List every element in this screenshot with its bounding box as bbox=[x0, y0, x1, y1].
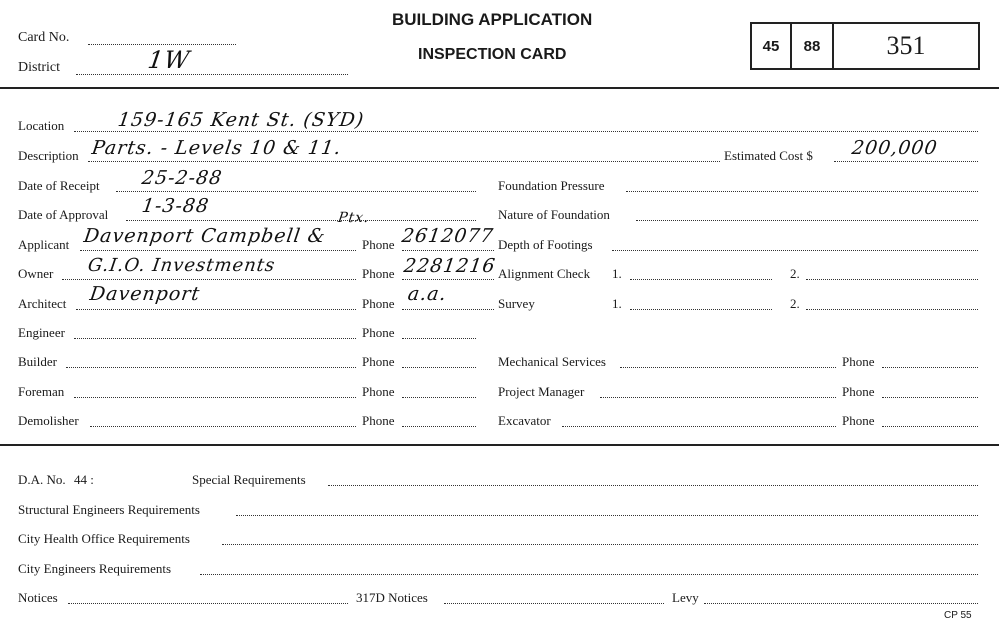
survey-num2: 2. bbox=[790, 296, 800, 311]
estimated-cost-line bbox=[834, 161, 978, 162]
levy-line bbox=[704, 603, 978, 604]
location-line bbox=[74, 131, 978, 132]
architect-phone-value: a.a. bbox=[406, 283, 449, 305]
project-manager-label: Project Manager bbox=[498, 384, 585, 399]
estimated-cost-value: 200,000 bbox=[850, 137, 940, 159]
builder-line bbox=[66, 367, 356, 368]
architect-phone-label: Phone bbox=[362, 296, 395, 311]
district-label: District bbox=[18, 60, 60, 75]
box-cell-2: 88 bbox=[792, 24, 834, 68]
demolisher-label: Demolisher bbox=[18, 413, 79, 428]
description-line bbox=[88, 161, 720, 162]
excavator-phone-label: Phone bbox=[842, 413, 875, 428]
engineer-line bbox=[74, 338, 356, 339]
date-of-approval-line bbox=[126, 220, 476, 221]
survey-line1 bbox=[630, 309, 772, 310]
alignment-check-line1 bbox=[630, 279, 772, 280]
owner-line bbox=[62, 279, 356, 280]
location-label: Location bbox=[18, 118, 65, 133]
card-no-label: Card No. bbox=[18, 30, 70, 45]
nature-of-foundation-label: Nature of Foundation bbox=[498, 207, 610, 222]
mechanical-services-phone-label: Phone bbox=[842, 354, 875, 369]
applicant-phone-label: Phone bbox=[362, 237, 395, 252]
builder-phone-line bbox=[402, 367, 476, 368]
applicant-phone-line bbox=[402, 250, 494, 251]
box-cell-1: 45 bbox=[752, 24, 792, 68]
owner-phone-value: 2281216 bbox=[402, 255, 498, 277]
owner-phone-line bbox=[402, 279, 494, 280]
foreman-line bbox=[74, 397, 356, 398]
foreman-label: Foreman bbox=[18, 384, 65, 399]
architect-phone-line bbox=[402, 309, 494, 310]
survey-line2 bbox=[806, 309, 978, 310]
box-card-number: 351 bbox=[886, 31, 926, 60]
demolisher-phone-label: Phone bbox=[362, 413, 395, 428]
notices-line bbox=[68, 603, 348, 604]
foreman-phone-line bbox=[402, 397, 476, 398]
city-health-requirements-line bbox=[222, 544, 978, 545]
notices-317d-label: 317D Notices bbox=[356, 590, 428, 605]
city-engineers-requirements-label: City Engineers Requirements bbox=[18, 561, 172, 576]
engineer-phone-line bbox=[402, 338, 476, 339]
description-value: Parts. - Levels 10 & 11. bbox=[90, 137, 343, 159]
depth-of-footings-label: Depth of Footings bbox=[498, 237, 593, 252]
alignment-check-num2: 2. bbox=[790, 266, 800, 281]
divider-middle bbox=[0, 444, 999, 446]
city-engineers-requirements-line bbox=[200, 574, 978, 575]
survey-label: Survey bbox=[498, 296, 535, 311]
project-manager-phone-line bbox=[882, 397, 978, 398]
structural-requirements-line bbox=[236, 515, 978, 516]
mechanical-services-label: Mechanical Services bbox=[498, 354, 606, 369]
project-manager-phone-label: Phone bbox=[842, 384, 875, 399]
card-no-line bbox=[88, 44, 236, 45]
structural-requirements-label: Structural Engineers Requirements bbox=[18, 502, 200, 517]
owner-label: Owner bbox=[18, 266, 54, 281]
da-no-label: D.A. No. bbox=[18, 472, 66, 487]
engineer-label: Engineer bbox=[18, 325, 65, 340]
notices-317d-line bbox=[444, 603, 664, 604]
architect-value: Davenport bbox=[88, 283, 202, 305]
title-building-application: BUILDING APPLICATION bbox=[392, 10, 593, 29]
levy-label: Levy bbox=[672, 590, 699, 605]
owner-phone-label: Phone bbox=[362, 266, 395, 281]
depth-of-footings-line bbox=[612, 250, 978, 251]
district-line bbox=[76, 74, 348, 75]
special-requirements-label: Special Requirements bbox=[192, 472, 306, 487]
excavator-label: Excavator bbox=[498, 413, 551, 428]
date-of-receipt-line bbox=[116, 191, 476, 192]
date-of-approval-value: 1-3-88 bbox=[140, 195, 211, 217]
builder-phone-label: Phone bbox=[362, 354, 395, 369]
excavator-line bbox=[562, 426, 836, 427]
builder-label: Builder bbox=[18, 354, 57, 369]
applicant-line bbox=[80, 250, 356, 251]
mechanical-services-line bbox=[620, 367, 836, 368]
architect-label: Architect bbox=[18, 296, 67, 311]
location-value: 159-165 Kent St. (SYD) bbox=[116, 109, 366, 131]
description-label: Description bbox=[18, 148, 79, 163]
district-value: 1W bbox=[146, 46, 192, 74]
applicant-note: Ptx. bbox=[336, 210, 371, 226]
nature-of-foundation-line bbox=[636, 220, 978, 221]
architect-line bbox=[76, 309, 356, 310]
demolisher-line bbox=[90, 426, 356, 427]
da-no-value: 44 : bbox=[74, 472, 94, 487]
applicant-value: Davenport Campbell & bbox=[82, 225, 328, 247]
alignment-check-line2 bbox=[806, 279, 978, 280]
excavator-phone-line bbox=[882, 426, 978, 427]
mechanical-services-phone-line bbox=[882, 367, 978, 368]
title-inspection-card: INSPECTION CARD bbox=[418, 46, 567, 63]
applicant-label: Applicant bbox=[18, 237, 70, 252]
divider-top bbox=[0, 87, 999, 89]
alignment-check-label: Alignment Check bbox=[498, 266, 591, 281]
applicant-phone-value: 2612077 bbox=[400, 225, 496, 247]
owner-value: G.I.O. Investments bbox=[86, 255, 277, 276]
date-of-receipt-label: Date of Receipt bbox=[18, 178, 100, 193]
foreman-phone-label: Phone bbox=[362, 384, 395, 399]
foundation-pressure-line bbox=[626, 191, 978, 192]
card-number-box bbox=[750, 22, 980, 70]
special-requirements-line bbox=[328, 485, 978, 486]
notices-label: Notices bbox=[18, 590, 58, 605]
city-health-requirements-label: City Health Office Requirements bbox=[18, 531, 190, 546]
date-of-approval-label: Date of Approval bbox=[18, 207, 109, 222]
estimated-cost-label: Estimated Cost $ bbox=[724, 148, 813, 163]
engineer-phone-label: Phone bbox=[362, 325, 395, 340]
alignment-check-num1: 1. bbox=[612, 266, 622, 281]
demolisher-phone-line bbox=[402, 426, 476, 427]
project-manager-line bbox=[600, 397, 836, 398]
survey-num1: 1. bbox=[612, 296, 622, 311]
date-of-receipt-value: 25-2-88 bbox=[140, 167, 224, 189]
foundation-pressure-label: Foundation Pressure bbox=[498, 178, 605, 193]
form-code: CP 55 bbox=[944, 610, 972, 621]
